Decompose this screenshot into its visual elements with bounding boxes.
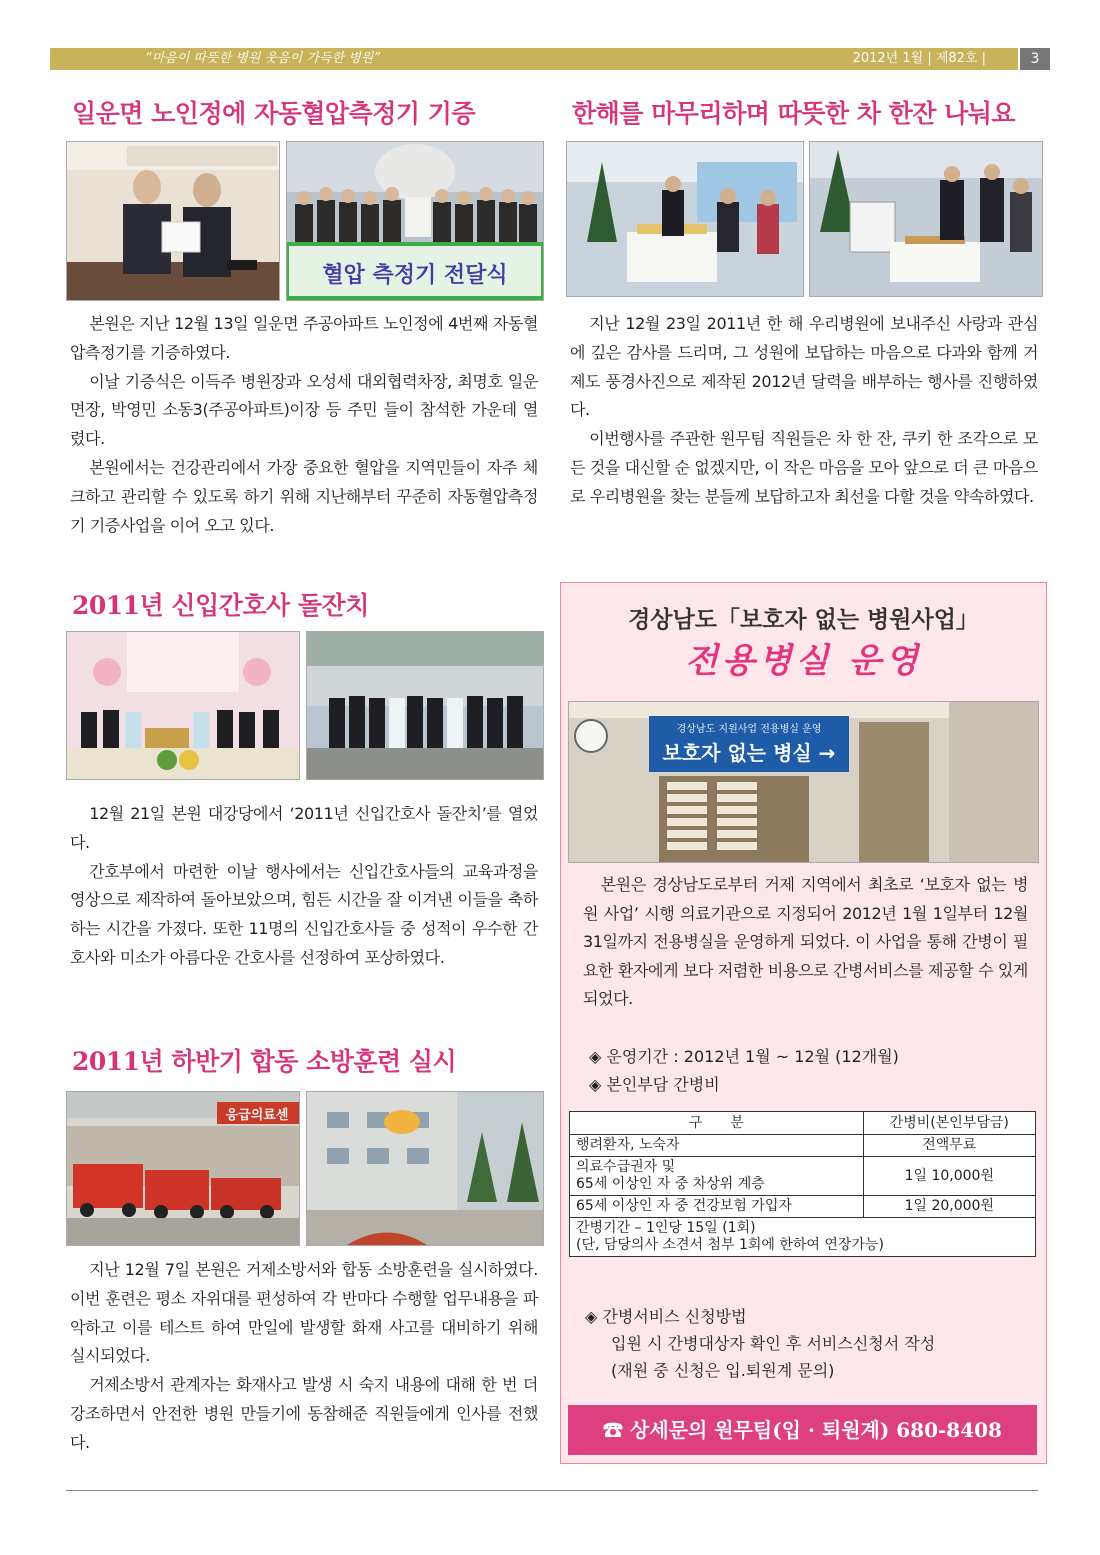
article1-paragraph: 이날 기증식은 이득주 병원장과 오성세 대외협력차장, 최명호 일운면장, 박영민 소동3(주공아파트)이장 등 주민 들이 참석한 가운데 열렸다.: [70, 371, 538, 449]
article1-photo-signing: [66, 141, 280, 301]
guardian-free-ward-box: [560, 582, 1047, 1464]
article4-paragraph: 지난 12월 7일 본원은 거제소방서와 합동 소방훈련을 실시하였다. 이번 훈련은 평소 자위대를 편성하여 각 반마다 수행할 업무내용을 파악하고 이를 테스트 하여 만일에 발생할 화재 사고를 대비하기 위해 실시되었다.: [70, 1260, 538, 1366]
contact-banner: ☎ 상세문의 원무팀(입 · 퇴원계) 680-8408: [568, 1405, 1037, 1455]
footer-divider: [66, 1490, 1038, 1491]
article3-photo-stage: [66, 631, 300, 780]
cost-table-col-category: 구 분: [570, 1112, 864, 1135]
cost-category-line: 65세 이상인 자 중 차상위 계층: [576, 1176, 765, 1192]
sidebar-photo-ward: [568, 701, 1039, 863]
article4-title: 2011년 하반기 합동 소방훈련 실시: [72, 1047, 457, 1076]
article1-body: [70, 310, 538, 540]
article2-title: 한해를 마무리하며 따뜻한 차 한잔 나눠요: [572, 99, 1016, 128]
table-row: [570, 1196, 1036, 1218]
cost-category-line: 의료수급권자 및: [576, 1159, 676, 1175]
article2-photo-right: [809, 141, 1043, 297]
article1-paragraph: 본원에서는 건강관리에서 가장 중요한 혈압을 지역민들이 자주 체크하고 관리할 수 있도록 하기 위해 지난해부터 꾸준히 자동혈압측정기 기증사업을 이어 오고 있다.: [70, 457, 538, 535]
article1-title: 일운면 노인정에 자동혈압측정기 기증: [72, 99, 476, 128]
cost-table-note: [570, 1218, 1036, 1257]
sidebar-paragraph: 본원은 경상남도로부터 거제 지역에서 최초로 ‘보호자 없는 병원 사업’ 시행 의료기관으로 지정되어 2012년 1월 1일부터 12월 31일까지 전용병실을 운영하게 되었다. 이 사업을 통해 간병이 필요한 환자에게 보다 저렴한 비용으로 간병서비스를 제공할 수 있게 되었다.: [583, 875, 1028, 1009]
article1-photo-ceremony: [286, 141, 544, 301]
sidebar-photo-sign: 보호자 없는 병실 →: [662, 741, 836, 765]
article3-body: [70, 800, 538, 973]
article2-paragraph: 지난 12월 23일 2011년 한 해 우리병원에 보내주신 사랑과 관심에 깊은 감사를 드리며, 그 성원에 보답하는 마음으로 다과와 함께 거제도 풍경사진으로 제작된 2012년 달력을 배부하는 행사를 진행하였다.: [570, 314, 1038, 420]
header-bar: [50, 48, 1018, 70]
table-row: [570, 1135, 1036, 1157]
cost-category: 행려환자, 노숙자: [570, 1135, 864, 1157]
cost-fee: 1일 10,000원: [863, 1157, 1035, 1196]
cost-table-col-fee: 간병비(본인부담금): [863, 1112, 1035, 1135]
article3-paragraph: 12월 21일 본원 대강당에서 ‘2011년 신입간호사 돌잔치’를 열었다.: [70, 804, 538, 852]
cost-fee: 전액무료: [863, 1135, 1035, 1157]
article4-paragraph: 거제소방서 관계자는 화재사고 발생 시 숙지 내용에 대해 한 번 더 강조하면서 안전한 병원 만들기에 동참해준 직원들에게 인사를 전했다.: [70, 1375, 538, 1452]
article1-paragraph: 본원은 지난 12월 13일 일운면 주공아파트 노인정에 4번째 자동혈압측정기를 기증하였다.: [70, 314, 538, 362]
article1-photo-banner-text: 혈압 측정기 전달식: [322, 263, 508, 288]
table-row: [570, 1157, 1036, 1196]
apply-method: [585, 1303, 1025, 1384]
cost-category: [570, 1157, 864, 1196]
article3-title: 2011년 신입간호사 돌잔치: [72, 591, 369, 620]
cost-table-header: [570, 1112, 1036, 1135]
article2-paragraph: 이번행사를 주관한 원무팀 직원들은 차 한 잔, 쿠키 한 조각으로 모든 것을 대신할 순 없겠지만, 이 작은 마음을 모아 앞으로 더 큰 마음으로 우리병원을 찾는 분들께 보답하고자 최선을 다할 것을 약속하였다.: [570, 429, 1038, 506]
header-issue: 2012년 1월 | 제82호 |: [852, 51, 986, 66]
sidebar-cost-heading: ◈ 본인부담 간병비: [589, 1075, 720, 1094]
article2-body: [570, 310, 1038, 512]
apply-line: (재원 중 신청은 입.퇴원계 문의): [611, 1361, 835, 1380]
header-slogan: “마음이 따뜻한 병원 웃음이 가득한 병원”: [145, 51, 381, 66]
article4-body: [70, 1256, 538, 1458]
cost-table: [569, 1111, 1036, 1257]
apply-heading: ◈ 간병서비스 신청방법: [585, 1307, 747, 1326]
sidebar-body: [583, 871, 1028, 1014]
sidebar-subtitle: 전용병실 운영: [685, 641, 922, 681]
article4-photo-firetrucks: [66, 1091, 300, 1246]
article3-paragraph: 간호부에서 마련한 이날 행사에서는 신입간호사들의 교육과정을 영상으로 제작하여 돌아보았으며, 힘든 시간을 잘 이겨낸 이들을 축하하는 시간을 가졌다. 또한 11명의 신입간호사들 중 성적이 우수한 간호사와 미소가 아름다운 간호사를 선정하여 포상하였다.: [70, 861, 538, 967]
sidebar-title: 경상남도「보호자 없는 병원사업」: [628, 606, 979, 633]
sidebar-period: ◈ 운영기간 : 2012년 1월 ~ 12월 (12개월): [589, 1047, 899, 1066]
article4-photo-sign: 응급의료센: [225, 1108, 289, 1123]
cost-fee: 1일 20,000원: [863, 1196, 1035, 1218]
cost-note-line: 간병기간 – 1인당 15일 (1회): [576, 1220, 756, 1236]
cost-note-line: (단, 담당의사 소견서 첨부 1회에 한하여 연장가능): [576, 1237, 884, 1253]
sidebar-photo-sign-small: 경상남도 지원사업 전용병실 운영: [676, 724, 822, 735]
article2-photo-left: [566, 141, 804, 297]
page-number: 3: [1020, 48, 1050, 70]
article4-photo-drill: [306, 1091, 544, 1246]
apply-line: 입원 시 간병대상자 확인 후 서비스신청서 작성: [611, 1334, 936, 1353]
table-row: [570, 1218, 1036, 1257]
cost-category: 65세 이상인 자 중 건강보험 가입자: [570, 1196, 864, 1218]
article3-photo-group: [306, 631, 544, 780]
